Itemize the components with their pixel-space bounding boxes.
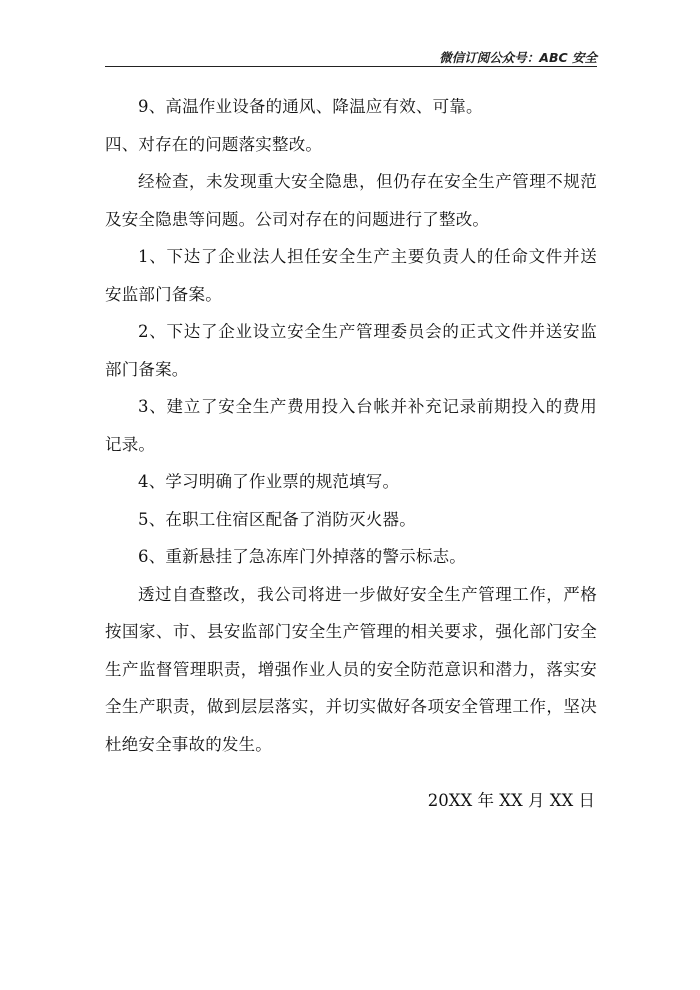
paragraph-rectification-5: 5、在职工住宿区配备了消防灭火器。 [138,509,416,529]
paragraph-conclusion: 透过自查整改，我公司将进一步做好安全生产管理工作，严格按国家、市、县安监部门安全生产管理的相关要求，强化部门安全生产监督管理职责，增强作业人员的安全防范意识和潜力，落实安全生产职责，做到层层落实，并切实做好各项安全管理工作，坚决杜绝安全事故的发生。 [105,584,597,754]
paragraph-rectification-1: 1、下达了企业法人担任安全生产主要负责人的任命文件并送安监部门备案。 [105,247,597,304]
paragraph-inspection-summary: 经检查，未发现重大安全隐患，但仍存在安全生产管理不规范及安全隐患等问题。公司对存在的问题进行了整改。 [105,172,597,229]
paragraph-rectification-6: 6、重新悬挂了急冻库门外掉落的警示标志。 [138,547,466,566]
paragraph-rectification-4: 4、学习明确了作业票的规范填写。 [138,472,400,491]
paragraph-rectification-2: 2、下达了企业设立安全生产管理委员会的正式文件并送安监部门备案。 [105,322,597,379]
page-header [105,48,597,67]
document-date: 20XX 年 XX 月 XX 日 [427,791,595,810]
document-body [105,88,597,763]
paragraph-rectification-3: 3、建立了安全生产费用投入台帐并补充记录前期投入的费用记录。 [105,397,597,454]
paragraph-item-9: 9、高温作业设备的通风、降温应有效、可靠。 [138,97,483,116]
header-text: 微信订阅公众号：ABC 安全 [439,50,597,65]
section-heading-4: 四、对存在的问题落实整改。 [105,134,323,154]
